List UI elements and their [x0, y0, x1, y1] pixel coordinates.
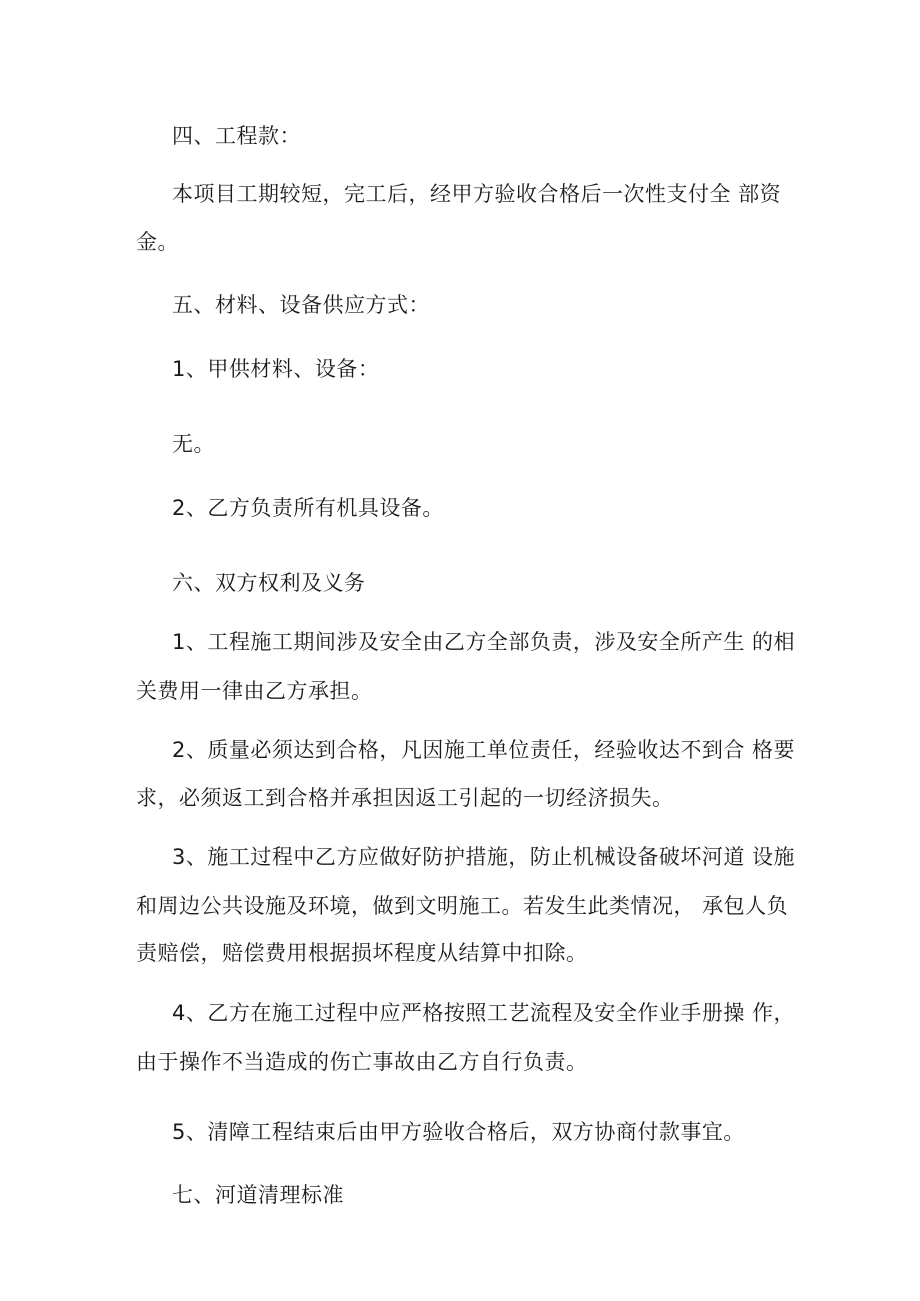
- list-item: 1、工程施工期间涉及安全由乙方全部负责，涉及安全所产生 的相: [172, 630, 796, 654]
- list-item: 1、甲供材料、设备：: [172, 357, 380, 381]
- paragraph-line: 无。: [172, 432, 215, 456]
- section-heading-standards: 七、河道清理标准: [172, 1183, 344, 1207]
- section-heading-materials: 五、材料、设备供应方式：: [172, 293, 430, 317]
- list-item: 2、质量必须达到合格，凡因施工单位责任，经验收达不到合 格要: [172, 738, 796, 762]
- paragraph-line: 求，必须返工到合格并承担因返工引起的一切经济损失。: [136, 786, 674, 810]
- list-item: 5、清障工程结束后由甲方验收合格后，双方协商付款事宜。: [172, 1120, 745, 1144]
- paragraph-line: 关费用一律由乙方承担。: [136, 679, 373, 703]
- paragraph-line: 金。: [136, 230, 179, 254]
- paragraph-line: 责赔偿，赔偿费用根据损坏程度从结算中扣除。: [136, 941, 588, 965]
- paragraph-line: 本项目工期较短，完工后，经甲方验收合格后一次性支付全 部资: [172, 182, 782, 206]
- list-item: 2、乙方负责所有机具设备。: [172, 496, 444, 520]
- list-item: 4、乙方在施工过程中应严格按照工艺流程及安全作业手册操 作，: [172, 1001, 796, 1025]
- list-item: 3、施工过程中乙方应做好防护措施，防止机械设备破坏河道 设施: [172, 845, 796, 869]
- section-heading-rights: 六、双方权利及义务: [172, 571, 366, 595]
- section-heading-payment: 四、工程款：: [172, 124, 301, 148]
- paragraph-line: 由于操作不当造成的伤亡事故由乙方自行负责。: [136, 1050, 588, 1074]
- paragraph-line: 和周边公共设施及环境，做到文明施工。若发生此类情况， 承包人负: [136, 894, 789, 918]
